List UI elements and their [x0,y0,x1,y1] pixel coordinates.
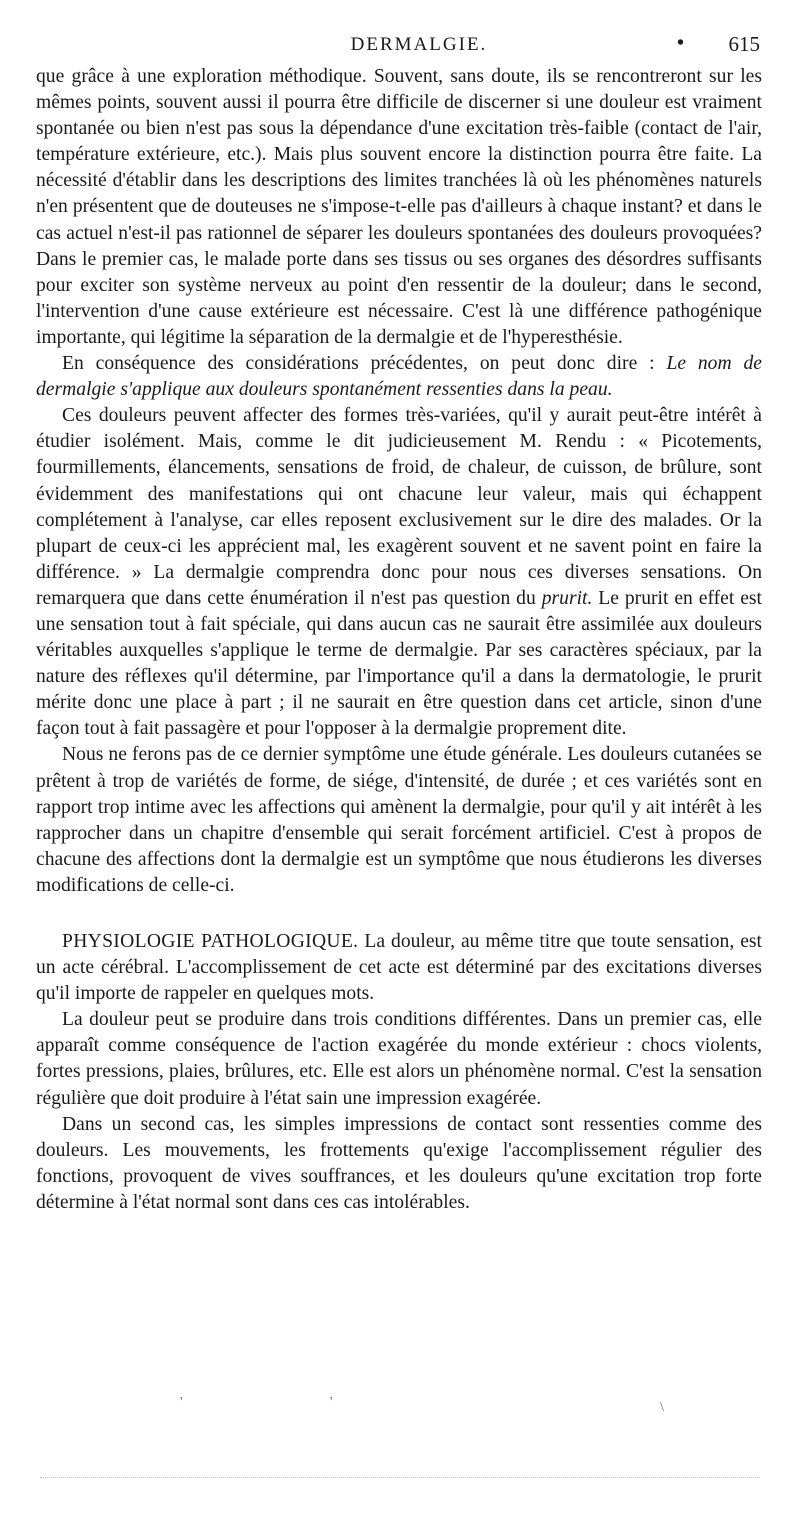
paragraph-second-case: Dans un second cas, les simples impressions de contact sont ressenties comme des douleurs. Les mouvements, les frottements qu'exige l'accomplissement régulier des fonctions, provoquent de vives souffrances, et les douleurs qu'une excitation trop forte détermine à l'état normal sont dans ces cas intolérables. [36,1113,762,1213]
stray-mark: \ [660,1400,664,1415]
physiology-text: La douleur, au même titre que toute sensation, est un acte cérébral. L'accomplissement de cet acte est déterminé par des excitations diverses qu'il importe de rappeler en quelques mots. [36,931,762,1005]
definition-italic: Le nom de dermalgie s'applique aux douleurs spontanément ressenties dans la peau. [36,353,762,401]
paragraph-continuation: que grâce à une exploration méthodique. Souvent, sans doute, ils se rencontreront sur les mêmes points, souvent aussi il pourra être difficile de discerner si une douleur est vraiment spontanée ou bien n'est pas sous la dépendance d'une excitation très-faible (contact de l'air, température extérieure, etc.). Mais plus souvent encore la distinction pourra être faite. La nécessité d'établir dans les descriptions des limites tranchées là où les phénomènes naturels n'en présentent que de douteuses ne s'impose-t-elle pas d'ailleurs à chaque instant? et dans le cas actuel n'est-il pas rationnel de séparer les douleurs spontanées des douleurs provoquées? Dans le premier cas, le malade porte dans ses tissus ou ses organes des désordres suffisants pour exciter son système nerveux au point d'en ressentir de la douleur; dans le second, l'intervention d'une cause extérieure est nécessaire. C'est là une différence pathogénique importante, qui légitime la séparation de la dermalgie et de l'hyperesthésie. [36,66,762,348]
running-head: DERMALGIE. [350,34,488,55]
paragraph-three-conditions: La douleur peut se produire dans trois conditions différentes. Dans un premier cas, elle apparaît comme conséquence de l'action exagérée du monde extérieur : chocs violents, fortes pressions, plaies, brûlures, etc. Elle est alors un phénomène normal. C'est la sensation régulière que doit produire à l'état sain une impression exagérée. [36,1009,762,1109]
definition-intro: En conséquence des considérations précédentes, on peut donc dire : [62,353,667,375]
forms-text-end: Le prurit en effet est une sensation tout à fait spéciale, qui dans aucun cas ne saurait être assimilée aux douleurs véritables auxquelles s'applique le terme de dermalgie. Par ses caractères spéciaux, par la nature des réflexes qu'il détermine, par l'importance qu'il a dans la dermatologie, le prurit mérite donc une place à part ; il ne saurait en être question dans cet article, sinon d'une façon tout à fait passagère et pour l'opposer à la dermalgie proprement dite. [36,587,763,740]
page-header [36,30,762,64]
page-body [36,64,762,1216]
paragraph-forms [36,403,762,742]
forms-text-start: Ces douleurs peuvent affecter des formes très-variées, qu'il y aurait peut-être intérêt à étudier isolément. Mais, comme le dit judicieusement M. Rendu : « Picotements, fourmillements, élancements, sensations de froid, de chaleur, de cuisson, de brûlure, sont évidemment des manifestations qui ont chacune leur valeur, mais qui échappent complétement à l'analyse, car elles reposent exclusivement sur le dire des malades. Or la plupart de ceux-ci les apprécient mal, les exagèrent souvent et ne savent point en faire la différence. » La dermalgie comprendra donc pour nous ces diverses sensations. On remarquera que dans cette énumération il n'est pas question du [36,405,762,609]
section-gap [36,899,762,929]
paragraph-physiology [36,929,762,1007]
page-number: 615 [728,32,760,56]
paragraph-general-study: Nous ne ferons pas de ce dernier symptôme une étude générale. Les douleurs cutanées se prêtent à trop de variétés de forme, de siége, d'intensité, de durée ; et ces variétés sont en rapport trop intime avec les affections qui amènent la dermalgie, pour qu'il y ait intérêt à les rapprocher dans un chapitre d'ensemble qui serait forcément artificiel. C'est à propos de chacune des affections dont la dermalgie est un symptôme que nous étudierons les diverses modifications de celle-ci. [36,744,762,896]
stray-mark: ' [180,1395,183,1410]
stray-mark: ' [330,1395,333,1410]
prurit-italic: prurit. [541,587,593,609]
section-heading: PHYSIOLOGIE PATHOLOGIQUE. [62,931,359,952]
bottom-scan-artifact [40,1477,760,1478]
paragraph-definition [36,351,762,403]
header-dot: • [676,32,684,54]
